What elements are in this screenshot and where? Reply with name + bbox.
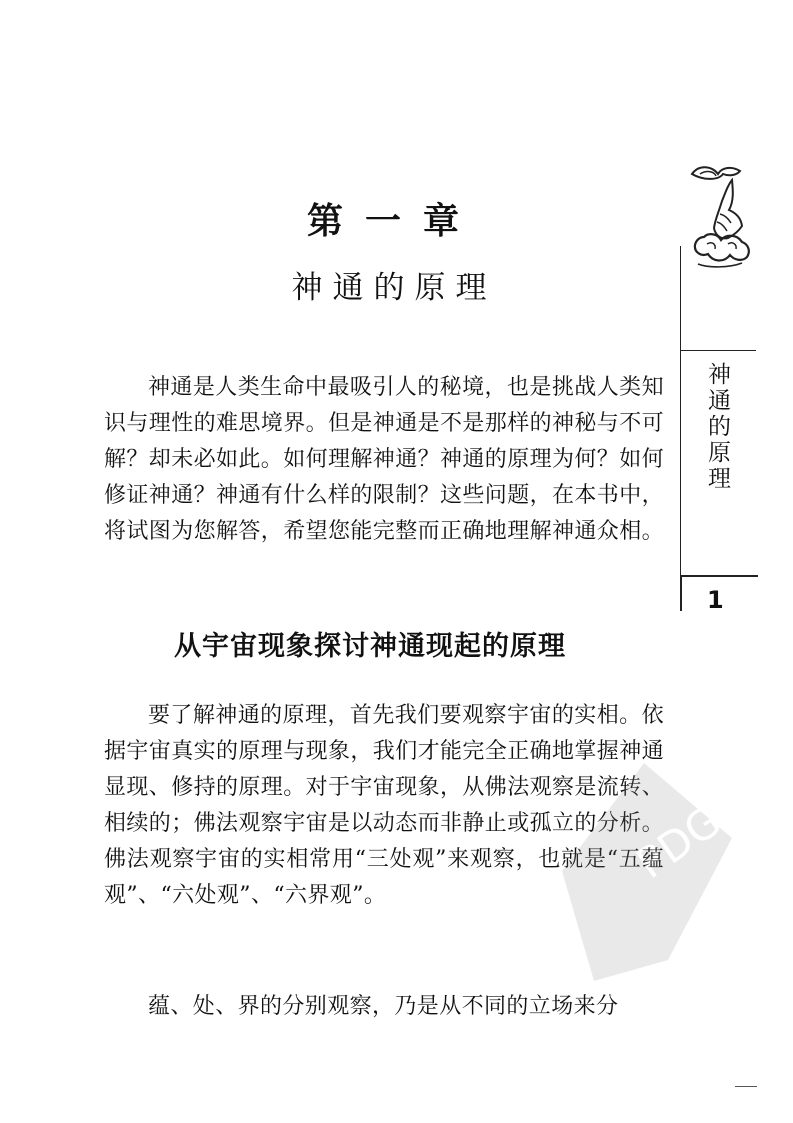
intro-paragraph: 神通是人类生命中最吸引人的秘境，也是挑战人类知识与理性的难思境界。但是神通是不是那样的神秘与不可解？却未必如此。如何理解神通？神通的原理为何？如何修证神通？神通有什么样的限制？这些问题，在本书中，将试图为您解答，希望您能完整而正确地理解神通众相。 [104, 375, 665, 544]
page-number-rule [680, 575, 758, 577]
running-title: 神通的原理 [704, 362, 730, 492]
sidebar-top-rule [681, 350, 756, 351]
svg-text:PDG: PDG [627, 796, 730, 889]
page-number-vertical-rule [680, 575, 682, 611]
section-heading: 从宇宙现象探讨神通现起的原理 [174, 631, 566, 662]
body-paragraph: 要了解神通的原理，首先我们要观察宇宙的实相。依据宇宙真实的原理与现象，我们才能完全正确地掌握神通显现、修持的原理。对于宇宙现象，从佛法观察是流转、相续的；佛法观察宇宙是以动态而非静止或孤立的分析。佛法观察宇宙的实相常用“三处观”来观察，也就是“五蕴观”、“六处观”、“六界观”。 [104, 703, 665, 908]
chapter-subtitle: 神通的原理 [291, 270, 497, 306]
chapter-title: 第一章 [306, 200, 481, 242]
footer-rule [735, 1086, 757, 1087]
sidebar-divider-line [680, 246, 681, 591]
page-number: 1 [707, 586, 724, 614]
body-paragraph-continued: 蕴、处、界的分别观察，乃是从不同的立场来分 [148, 994, 619, 1019]
